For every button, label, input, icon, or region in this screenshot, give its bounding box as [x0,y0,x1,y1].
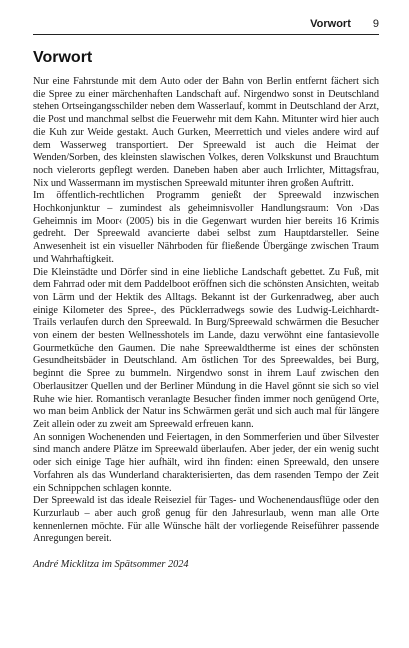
paragraph-2: Im öffentlich-rechtlichen Programm genießt der Spreewald inzwischen Hochkonjunktur – zumindest als geheimnisvoller Handlungsraum: Von ›Das Geheimnis im Moor‹ (2005) bis in die Gegenwart wurden hier bereits 16 Krimis gedreht. Der Spreewald avancierte dabei selbst zum Hauptdarsteller. Seine Anwesenheit ist ein visueller Nährboden für fließende Übergänge zwischen Traum und Wahrhaftigkeit. [33,190,379,265]
author-signature: André Micklitza im Spätsommer 2024 [33,559,189,571]
book-page [33,18,379,572]
running-head [33,18,379,35]
chapter-title: Vorwort [33,49,93,66]
page-number: 9 [372,18,379,30]
paragraph-3: Die Kleinstädte und Dörfer sind in eine liebliche Landschaft gebettet. Zu Fuß, mit dem Fahrrad oder mit dem Paddelboot eröffnen sich die schönsten Ansichten, weitab von Lärm und der Hektik des Alltags. Bekannt ist der Gurkenradweg, aber auch einige Kilometer des Spree-, des Pücklerradwegs sowie des Ludwig-Leichhardt-Trails verlaufen durch den Spreewald. In Burg/Spreewald schwärmen die Besucher von einem der besten Wellnesshotels im Lande, dazu verwöhnt eine fantasievolle Gourmetküche den Gaumen. Die nahe Spreewaldtherme ist eines der schönsten Gesundheitsbäder in Deutschland. Am östlichen Tor des Spreewaldes, bei Burg, beginnt die Spree zu bummeln. Nirgendwo sonst in ihrem Lauf zwischen den Oberlausitzer Quellen und der Berliner Mündung in die Havel gönnt sie sich so viel Ruhe wie hier. Romantisch veranlagte Besucher finden immer noch genügend Orte, wo man beim Anblick der Natur ins Schwärmen gerät und sich auch mal für längere Zeit allein oder zu zweit am Spreewald erfreuen kann. [33,266,379,430]
paragraph-5: Der Spreewald ist das ideale Reiseziel für Tages- und Wochenendausflüge oder den Kurzurlaub – aber auch groß genug für den Jahresurlaub, wenn man alle Orte kennenlernen möchte. Für alle Wünsche hält der vorliegende Reiseführer passende Anregungen bereit. [33,495,379,545]
running-head-title: Vorwort [310,18,351,30]
paragraph-4: An sonnigen Wochenenden und Feiertagen, in den Sommerferien und über Silvester sind manch andere Plätze im Spreewald überlaufen. Aber jeder, der ein wenig sucht oder sich einige Tage hier aufhält, wird ihn finden: einen Spreewald, den unsere Vorfahren als das Wunderland charakterisierten, das dem rasenden Tempo der Zeit ein Schnippchen schlagen konnte. [33,431,379,494]
body-text [33,76,379,546]
paragraph-1: Nur eine Fahrstunde mit dem Auto oder der Bahn von Berlin entfernt fächert sich die Spree zu einer märchenhaften Landschaft auf. Nirgendwo sonst in Deutschland stehen Ortseingangsschilder neben dem Wasserlauf, kommt in Deutschland der Arzt, die Post und manchmal selbst die Feuerwehr mit dem Kahn. Mitunter wird hier auch die Kuh zur Weide gestakt. Auch Gurken, Meerrettich und vieles andere wird auf dem Wasserweg transportiert. Der Spreewald ist auch die Heimat der Wenden/Sorben, des kleinsten slawischen Volkes, deren Volkskunst und Brauchtum noch vielerorts gepflegt werden. Daneben haben aber auch Irrlichter, Mittagsfrau, Nix und Wassermann im mystischen Spreewald mitunter ihren großen Auftritt. [33,76,379,189]
